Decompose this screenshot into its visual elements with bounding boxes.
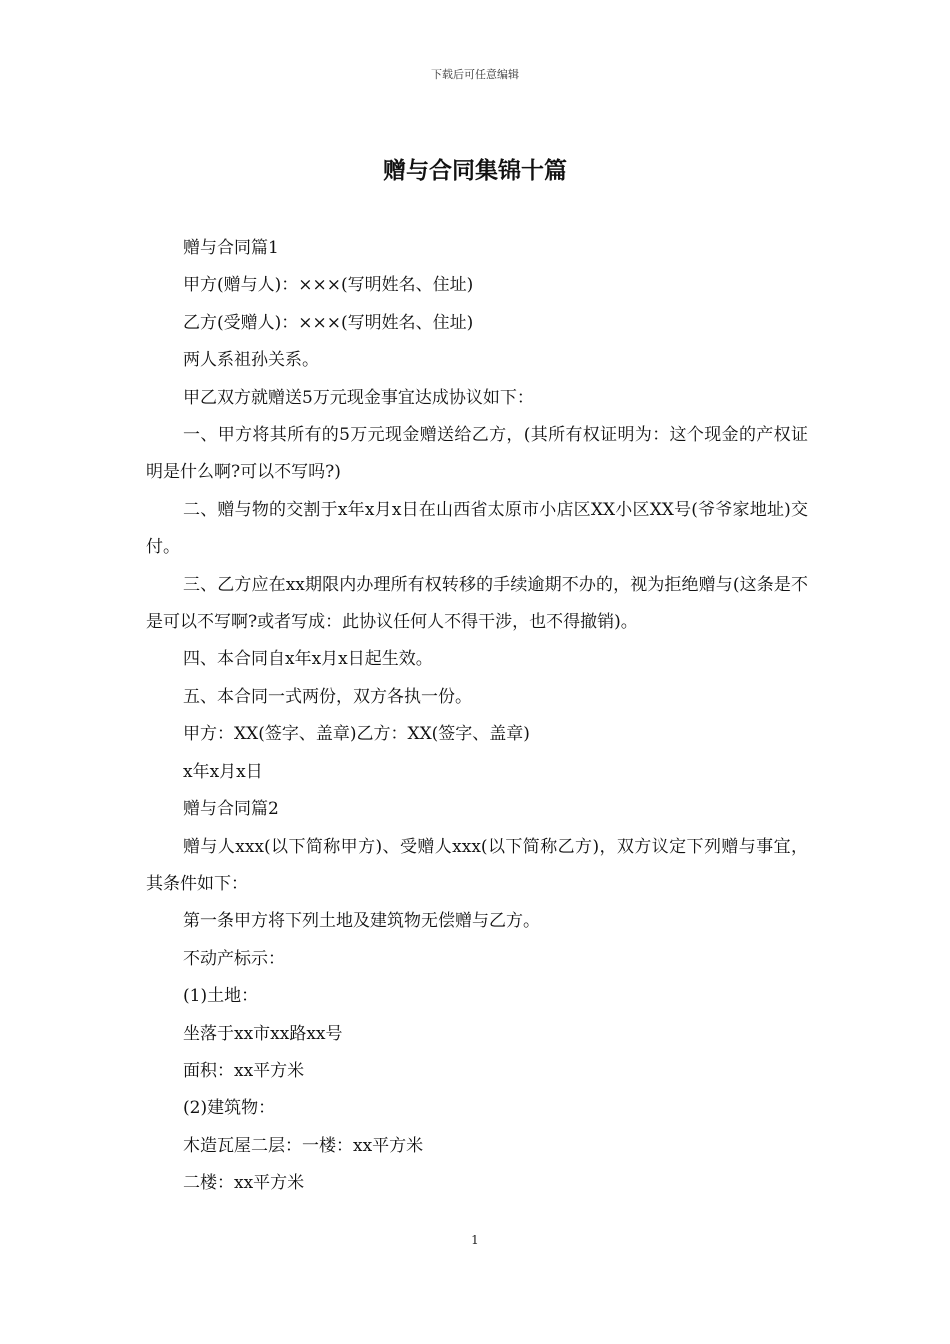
paragraph: 五、本合同一式两份，双方各执一份。 [183, 686, 472, 707]
paragraph: 两人系祖孙关系。 [183, 350, 319, 371]
paragraph: 坐落于xx市xx路xx号 [183, 1023, 343, 1044]
page-header: 下载后可任意编辑 [431, 68, 519, 81]
paragraph: 四、本合同自x年x月x日起生效。 [183, 649, 433, 670]
document-title: 赠与合同集锦十篇 [383, 158, 567, 184]
paragraph: 二、赠与物的交割于x年x月x日在山西省太原市小店区XX小区XX号(爷爷家地址)交付。 [146, 499, 808, 558]
document-body [146, 230, 808, 1203]
paragraph: (2)建筑物： [183, 1098, 276, 1119]
paragraph: 二楼：xx平方米 [183, 1173, 305, 1194]
paragraph: (1)土地： [183, 986, 259, 1007]
paragraph: 不动产标示： [183, 948, 285, 969]
paragraph: 赠与合同篇2 [183, 799, 279, 820]
paragraph: 乙方(受赠人)：×××(写明姓名、住址) [183, 312, 474, 333]
paragraph: 甲方：XX(签字、盖章)乙方：XX(签字、盖章) [183, 724, 530, 745]
paragraph: 面积：xx平方米 [183, 1060, 305, 1081]
paragraph: 一、甲方将其所有的5万元现金赠送给乙方，(其所有权证明为：这个现金的产权证明是什么啊?可以不写吗?) [146, 425, 808, 483]
paragraph: 木造瓦屋二层：一楼：xx平方米 [183, 1135, 424, 1156]
page-number: 1 [471, 1233, 479, 1247]
paragraph: 第一条甲方将下列土地及建筑物无偿赠与乙方。 [183, 911, 540, 932]
paragraph: x年x月x日 [183, 761, 263, 782]
paragraph: 赠与人xxx(以下简称甲方)、受赠人xxx(以下简称乙方)，双方议定下列赠与事宜，其条件如下： [146, 836, 808, 894]
paragraph: 赠与合同篇1 [183, 238, 279, 258]
paragraph: 三、乙方应在xx期限内办理所有权转移的手续逾期不办的，视为拒绝赠与(这条是不是可以不写啊?或者写成：此协议任何人不得干涉，也不得撤销)。 [146, 574, 808, 633]
paragraph: 甲方(赠与人)：×××(写明姓名、住址) [183, 275, 474, 296]
paragraph: 甲乙双方就赠送5万元现金事宜达成协议如下： [183, 387, 534, 408]
